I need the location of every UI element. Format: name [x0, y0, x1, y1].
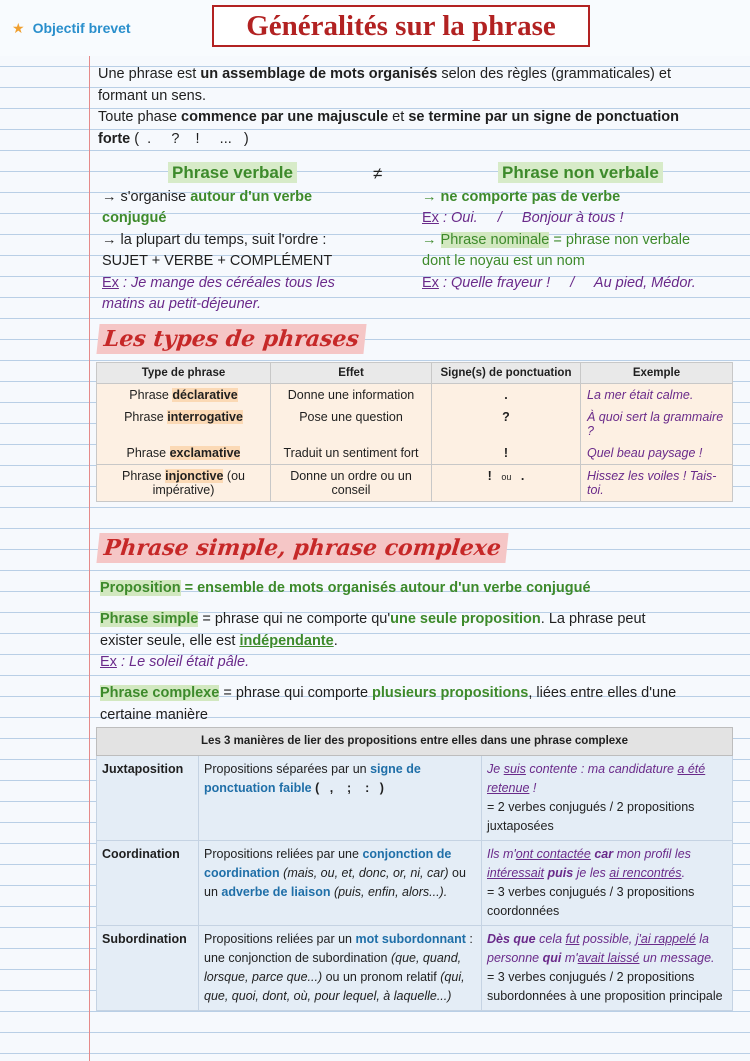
simple-term: Phrase simple: [100, 611, 199, 627]
result-text: = 3 verbes conjugués / 3 propositions coordonnées: [487, 885, 695, 918]
nonverbal-example: : Oui. / Bonjour à tous !: [438, 210, 624, 226]
ex-label: Ex: [102, 274, 119, 291]
simple-text: . La phrase peut: [540, 611, 646, 627]
complex-text: , liées entre elles d'une: [528, 685, 677, 701]
desc-italic: (qui, que, quoi, dont, où, pour lequel, à laquelle...): [204, 970, 465, 1003]
punct-cell: !: [487, 469, 492, 483]
example-cell: La mer était calme.: [581, 384, 733, 407]
example-conj: puis: [543, 866, 574, 880]
type-highlight: interrogative: [167, 410, 243, 424]
effect-cell: Pose une question: [271, 406, 432, 442]
table-header-row: [97, 363, 733, 384]
proposition-definition: = ensemble de mots organisés autour d'un verbe conjugué: [180, 580, 591, 596]
example-text: possible,: [579, 932, 636, 946]
column-header: Effet: [271, 363, 432, 384]
complex-text: certaine manière: [100, 706, 208, 723]
desc-blue: mot subordonnant: [355, 932, 466, 946]
verbal-title: Phrase verbale: [168, 162, 297, 183]
nonverbal-title: Phrase non verbale: [498, 162, 663, 183]
ex-label: Ex: [422, 210, 439, 226]
example-verb: ont contactée: [515, 847, 591, 861]
or-text: ou: [501, 472, 512, 482]
effect-cell: Donne une information: [271, 384, 432, 407]
juxtaposition-label: Juxtaposition: [97, 756, 199, 841]
desc-italic: (que, quand, lorsque, parce que...): [204, 951, 462, 984]
example-conj: Dès que: [487, 932, 536, 946]
intro-text: et: [388, 109, 409, 125]
desc-text: Propositions reliées par une: [204, 847, 363, 861]
not-equal-sign: ≠: [373, 164, 383, 183]
title-box: [212, 5, 590, 47]
example-text: .: [681, 866, 686, 880]
nonverbal-column: [422, 162, 742, 294]
example-text: la personne: [487, 932, 709, 965]
intro-paragraph: [98, 64, 738, 150]
example-verb: j'ai rappelé: [635, 932, 696, 946]
simple-green: une seule proposition: [390, 611, 541, 627]
example-text: mon profil les: [613, 847, 691, 861]
example-text: un message.: [639, 951, 715, 965]
example-verb: a été retenue: [487, 762, 706, 795]
nonverbal-text: →: [422, 231, 441, 248]
objective-badge: [12, 20, 131, 37]
example-conj: car: [590, 847, 614, 861]
type-text: Phrase: [126, 446, 170, 460]
complex-def: [100, 683, 740, 726]
intro-text: selon des règles (grammaticales) et: [437, 66, 672, 82]
example-conj: qui: [542, 951, 562, 965]
table-row: [97, 756, 733, 841]
table-header-row: [97, 728, 733, 756]
type-highlight: déclarative: [172, 388, 238, 402]
intro-text: Toute phase: [98, 109, 182, 125]
example-text: contente : ma candidature: [525, 762, 678, 776]
example-verb: avait laissé: [577, 951, 640, 965]
example-text: Je: [487, 762, 504, 776]
intro-bold: un assemblage de mots organisés: [200, 66, 438, 82]
effect-cell: Traduit un sentiment fort: [271, 442, 432, 465]
intro-bold: commence par une majuscule: [181, 109, 389, 125]
verbal-column: [102, 162, 402, 316]
desc-text: Propositions reliées par un: [204, 932, 356, 946]
punct-list: ( . ? ! ... ): [130, 130, 249, 147]
nonverbal-example: : Quelle frayeur ! / Au pied, Médor.: [438, 274, 696, 291]
nonverbal-text: dont le noyau est un nom: [422, 253, 585, 269]
table-row: [97, 384, 733, 407]
desc-text: ou un pronom relatif: [322, 970, 441, 984]
table-row: [97, 465, 733, 502]
type-text: Phrase: [124, 410, 168, 424]
intro-bold: se termine par un signe de ponctuation: [408, 109, 680, 125]
complex-text: = phrase qui comporte: [219, 685, 373, 701]
simple-text: .: [333, 632, 338, 649]
simple-example: : Le soleil était pâle.: [116, 654, 250, 670]
example-verb: suis: [503, 762, 526, 776]
example-cell: Quel beau paysage !: [581, 442, 733, 465]
links-table: [96, 727, 733, 1011]
table-row: [97, 841, 733, 926]
ex-label: Ex: [100, 654, 117, 670]
links-header: Les 3 manières de lier des propositions entre elles dans une phrase complexe: [97, 728, 733, 756]
table-row: [97, 926, 733, 1011]
verbal-green: conjugué: [102, 210, 167, 226]
desc-italic: (mais, ou, et, donc, or, ni, car): [279, 866, 449, 880]
margin-line: [89, 0, 90, 1061]
ex-label: Ex: [422, 274, 439, 291]
page-title: Généralités sur la phrase: [246, 10, 556, 42]
complex-term: Phrase complexe: [100, 685, 220, 701]
example-verb: ai rencontrés: [609, 866, 682, 880]
verbal-text: SUJET + VERBE + COMPLÉMENT: [102, 253, 333, 269]
desc-blue: conjonction de coordination: [204, 847, 452, 880]
column-header: Signe(s) de ponctuation: [432, 363, 581, 384]
nonverbal-green: → ne comporte pas de verbe: [422, 188, 621, 205]
desc-text: Propositions séparées par un: [204, 762, 371, 776]
intro-bold: forte: [98, 130, 131, 147]
punct-cell: !: [432, 442, 581, 465]
type-text: Phrase: [122, 469, 166, 483]
effect-cell: Donne un ordre ou un conseil: [271, 465, 432, 502]
example-cell: Hissez les voiles ! Tais-toi.: [581, 465, 733, 502]
desc-text: : une conjonction de subordination: [204, 932, 473, 965]
verbal-example: matins au petit-déjeuner.: [102, 296, 262, 312]
verbal-green: autour d'un verbe: [190, 188, 313, 205]
badge-label: Objectif brevet: [32, 20, 131, 36]
proposition-def: [100, 578, 740, 600]
punct-cell: ?: [432, 406, 581, 442]
result-text: = 2 verbes conjugués / 2 propositions juxtaposées: [487, 800, 695, 833]
desc-italic: (puis, enfin, alors...).: [330, 885, 448, 899]
verbal-text: → s'organise: [102, 188, 191, 205]
nonverbal-text: = phrase non verbale: [549, 231, 691, 248]
column-header: Exemple: [581, 363, 733, 384]
proposition-term: Proposition: [100, 580, 181, 596]
type-highlight: injonctive: [165, 469, 224, 483]
table-row: [97, 406, 733, 442]
simple-complex-heading: Phrase simple, phrase complexe: [96, 533, 508, 563]
types-table: [96, 362, 733, 502]
example-verb: fut: [565, 932, 580, 946]
types-heading: Les types de phrases: [96, 324, 366, 354]
example-text: je les: [573, 866, 610, 880]
example-text: cela: [535, 932, 566, 946]
complex-green: plusieurs propositions: [372, 685, 529, 701]
punct-cell: .: [520, 469, 525, 483]
desc-blue: adverbe de liaison: [221, 885, 331, 899]
example-text: !: [529, 781, 537, 795]
desc-text: ou un: [204, 866, 466, 899]
nominal-phrase: Phrase nominale: [440, 231, 550, 248]
simple-text: exister seule, elle est: [100, 632, 240, 649]
type-highlight: exclamative: [169, 446, 241, 460]
verbal-text: → la plupart du temps, suit l'ordre :: [102, 231, 327, 248]
desc-blue: signe de ponctuation faible: [204, 762, 421, 795]
example-text: m': [561, 951, 578, 965]
punct-cell: .: [432, 384, 581, 407]
star-icon: ★: [12, 20, 25, 36]
intro-text: Une phrase est: [98, 66, 201, 82]
example-text: Ils m': [487, 847, 516, 861]
coordination-label: Coordination: [97, 841, 199, 926]
independent-term: indépendante: [239, 632, 334, 649]
simple-def: [100, 609, 740, 674]
simple-text: = phrase qui ne comporte qu': [198, 611, 391, 627]
type-text: (ou impérative): [152, 469, 245, 497]
type-text: Phrase: [129, 388, 173, 402]
table-row: [97, 442, 733, 465]
desc-text: ( , ; : ): [311, 781, 384, 795]
result-text: = 3 verbes conjugués / 2 propositions subordonnées à une proposition principale: [487, 970, 723, 1003]
intro-text: formant un sens.: [98, 87, 206, 104]
verbal-example: : Je mange des céréales tous les: [118, 274, 335, 291]
example-verb: intéressait: [487, 866, 544, 880]
subordination-label: Subordination: [97, 926, 199, 1011]
example-cell: À quoi sert la grammaire ?: [581, 406, 733, 442]
column-header: Type de phrase: [97, 363, 271, 384]
